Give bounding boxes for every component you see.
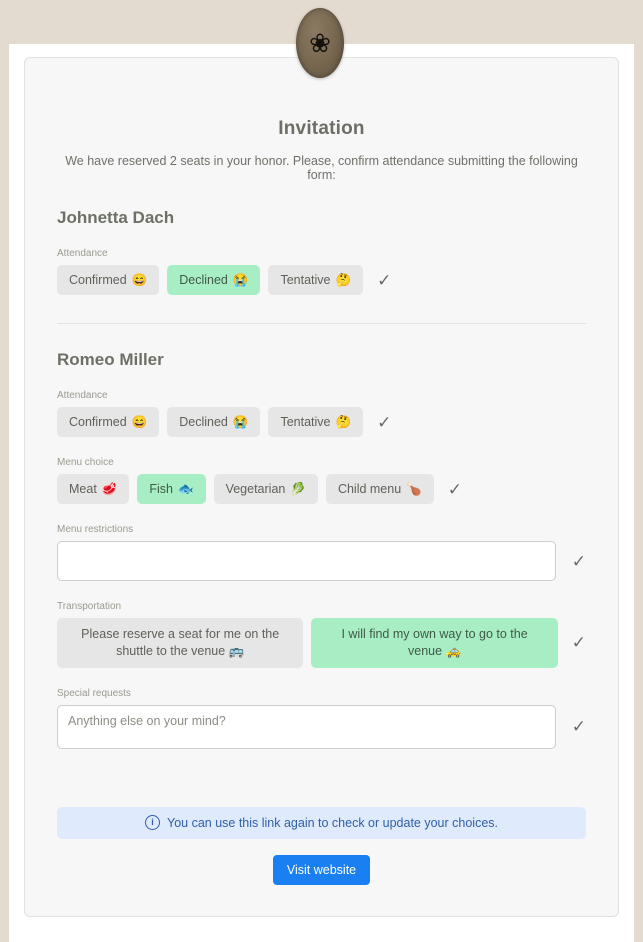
transportation-options	[57, 618, 586, 668]
page-title: Invitation	[278, 118, 365, 139]
thinking-emoji-icon: 🤔	[335, 414, 352, 429]
chip-text: Confirmed	[69, 415, 127, 429]
transport-option-own-way[interactable]: I will find my own way to go to the venue 🚕	[311, 618, 557, 668]
check-icon: ✓	[571, 551, 586, 571]
check-icon: ✓	[377, 412, 392, 432]
check-icon: ✓	[571, 717, 586, 737]
attendance-option-declined[interactable]	[167, 265, 260, 295]
attendance-option-tentative[interactable]	[268, 265, 363, 295]
transportation-label: Transportation	[57, 601, 122, 612]
chip-text: Tentative	[280, 415, 331, 429]
check-icon: ✓	[377, 270, 392, 290]
attendance-option-confirmed[interactable]	[57, 407, 159, 437]
check-icon: ✓	[571, 633, 586, 653]
attendance-option-declined[interactable]	[167, 407, 260, 437]
menu-restrictions-label: Menu restrictions	[57, 524, 134, 535]
check-icon: ✓	[447, 479, 462, 499]
chip-text: Declined	[179, 415, 228, 429]
attendance-label: Attendance	[57, 248, 108, 259]
chip-text: Vegetarian	[225, 482, 286, 496]
info-circle-icon: i	[145, 815, 160, 830]
flower-medallion-icon	[296, 8, 344, 78]
special-requests-input[interactable]	[57, 705, 556, 749]
chip-text: Meat	[69, 482, 97, 496]
menu-option-fish[interactable]	[137, 474, 205, 504]
attendance-options-g1	[57, 265, 586, 295]
guest-name: Romeo Miller	[57, 350, 164, 369]
flower-glyph: ❀	[309, 28, 331, 58]
thinking-emoji-icon: 🤔	[335, 272, 352, 287]
attendance-options-g2	[57, 407, 586, 437]
chip-text: Confirmed	[69, 273, 127, 287]
menu-restrictions-input[interactable]	[57, 541, 556, 581]
info-banner	[57, 807, 586, 839]
fish-emoji-icon: 🐟	[178, 481, 194, 496]
page-subtitle: We have reserved 2 seats in your honor. Please, confirm attendance submitting the following form:	[65, 154, 578, 182]
guest-name: Johnetta Dach	[57, 208, 175, 227]
poultry-emoji-icon: 🍗	[406, 481, 422, 496]
chip-text: Tentative	[280, 273, 331, 287]
crying-emoji-icon: 😭	[232, 414, 249, 429]
special-requests-label: Special requests	[57, 687, 131, 699]
smile-emoji-icon: 😄	[131, 272, 148, 287]
visit-website-wrap	[57, 855, 586, 885]
visit-website-button[interactable]: Visit website	[273, 855, 370, 885]
leafy-green-emoji-icon: 🥬	[290, 481, 306, 496]
smile-emoji-icon: 😄	[131, 414, 148, 429]
menu-option-vegetarian[interactable]	[214, 474, 318, 504]
attendance-option-confirmed[interactable]	[57, 265, 159, 295]
special-requests-row	[57, 705, 586, 749]
chip-text: Declined	[179, 273, 228, 287]
menu-restrictions-row	[57, 541, 586, 581]
menu-option-child[interactable]	[326, 474, 434, 504]
meat-emoji-icon: 🥩	[101, 481, 118, 496]
guest-section-1	[57, 208, 586, 295]
attendance-option-tentative[interactable]	[268, 407, 363, 437]
menu-choice-label: Menu choice	[57, 457, 114, 468]
chip-text: Child menu	[337, 482, 402, 496]
section-divider	[57, 323, 586, 324]
crying-emoji-icon: 😭	[232, 272, 249, 287]
menu-option-meat[interactable]	[57, 474, 129, 504]
transport-option-shuttle[interactable]: Please reserve a seat for me on the shuttle to the venue 🚌	[57, 618, 303, 668]
attendance-label: Attendance	[57, 390, 108, 401]
guest-section-2	[57, 350, 586, 749]
menu-choice-options	[57, 474, 586, 504]
chip-text: Fish	[149, 482, 173, 496]
info-banner-text: You can use this link again to check or update your choices.	[167, 815, 498, 830]
invitation-card	[24, 57, 619, 917]
